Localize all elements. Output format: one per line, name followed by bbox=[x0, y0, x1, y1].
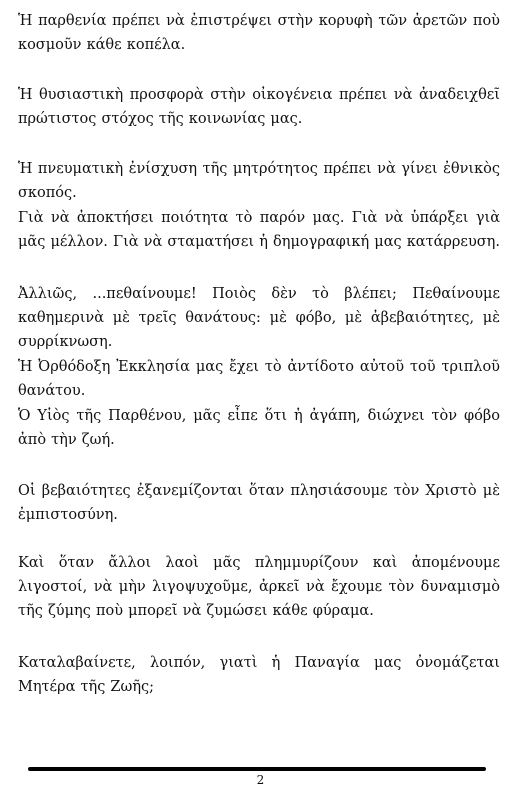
footer-divider bbox=[28, 767, 486, 771]
page-number: 2 bbox=[256, 773, 265, 787]
paragraph-1: Ἡ παρθενία πρέπει νὰ ἐπιστρέψει στὴν κορυφὴ τῶν ἀρετῶν ποὺ κοσμοῦν κάθε κοπέλα. bbox=[18, 13, 500, 53]
paragraph-5: Ἀλλιῶς, ...πεθαίνουμε! Ποιὸς δὲν τὸ βλέπει; Πεθαίνουμε καθημερινὰ μὲ τρεῖς θανάτους: μὲ φόβο, μὲ ἀβεβαιότητες, μὲ συρρίκνωση. bbox=[18, 286, 500, 350]
paragraph-4: Γιὰ νὰ ἀποκτήσει ποιότητα τὸ παρόν μας. Γιὰ νὰ ὑπάρξει γιὰ μᾶς μέλλον. Γιὰ νὰ σταματήσει ἡ δημογραφική μας κατάρρευση. bbox=[18, 210, 500, 250]
paragraph-9: Καὶ ὅταν ἄλλοι λαοὶ μᾶς πλημμυρίζουν καὶ ἀπομένουμε λιγοστοί, νὰ μὴν λιγοψυχοῦμε, ἀρκεῖ νὰ ἔχουμε τὸν δυναμισμὸ τῆς ζύμης ποὺ μπορεῖ νὰ ζυμώσει κάθε φύραμα. bbox=[18, 555, 500, 619]
paragraph-6: Ἡ Ὀρθόδοξη Ἐκκλησία μας ἔχει τὸ ἀντίδοτο αὐτοῦ τοῦ τριπλοῦ θανάτου. bbox=[18, 359, 500, 399]
paragraph-8: Οἱ βεβαιότητες ἐξανεμίζονται ὅταν πλησιάσουμε τὸν Χριστὸ μὲ ἐμπιστοσύνη. bbox=[18, 483, 500, 523]
paragraph-10: Καταλαβαίνετε, λοιπόν, γιατὶ ἡ Παναγία μας ὀνομάζεται Μητέρα τῆς Ζωῆς; bbox=[18, 655, 500, 695]
paragraph-7: Ὁ Υἱὸς τῆς Παρθένου, μᾶς εἶπε ὅτι ἡ ἀγάπη, διώχνει τὸν φόβο ἀπὸ τὴν ζωή. bbox=[18, 408, 500, 448]
paragraph-2: Ἡ θυσιαστικὴ προσφορὰ στὴν οἰκογένεια πρέπει νὰ ἀναδειχθεῖ πρώτιστος στόχος τῆς κοινωνίας μας. bbox=[18, 87, 500, 127]
paragraph-3: Ἡ πνευματικὴ ἐνίσχυση τῆς μητρότητος πρέπει νὰ γίνει ἐθνικὸς σκοπός. bbox=[18, 161, 500, 201]
